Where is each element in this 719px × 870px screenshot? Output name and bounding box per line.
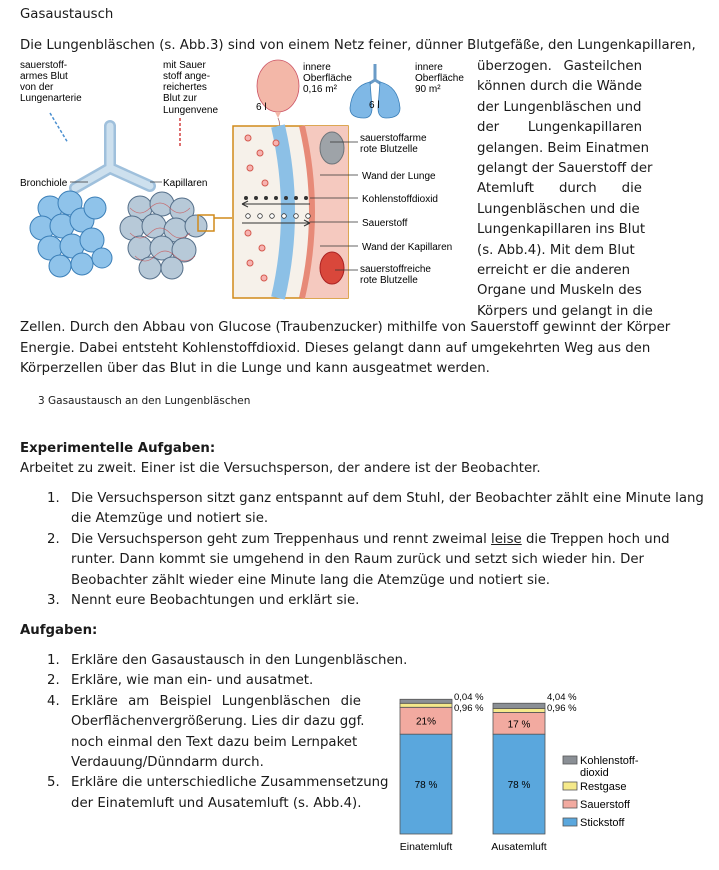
label-sauerstoffreiches-blut [163, 60, 218, 116]
svg-text:Wand der Lunge: Wand der Lunge [362, 171, 436, 182]
side-line: Organe und Muskeln des [477, 283, 642, 299]
category-label-1: Ausatemluft [491, 841, 547, 853]
bar-label-sauerstoff-1: 17 % [507, 719, 531, 731]
side-line: erreicht er die anderen [477, 263, 631, 279]
svg-text:Oberfläche: Oberfläche [303, 73, 352, 84]
side-line: gelangt der Sauerstoff der [477, 161, 653, 177]
experiment-item: 1. Die Versuchsperson sitzt ganz entspannt auf dem Stuhl, der Beobachter zählt eine Minute lang die Atemzüge und notiert sie. [47, 491, 704, 527]
tasks-heading: Aufgaben: [20, 623, 98, 638]
svg-text:Wand der Kapillaren: Wand der Kapillaren [362, 242, 453, 253]
task-item: 1. Erkläre den Gasaustausch in den Lungenbläschen. [47, 653, 408, 668]
gas-exchange-figure [20, 58, 475, 313]
svg-text:armes Blut: armes Blut [20, 71, 68, 82]
bar-restgase-1 [493, 708, 545, 712]
svg-text:Blut zur: Blut zur [163, 93, 197, 104]
bar-label-co2-0: 0,04 % [454, 692, 484, 703]
svg-text:Oberfläche: Oberfläche [415, 73, 464, 84]
svg-text:reichertes: reichertes [163, 82, 207, 93]
bar-co2-0 [400, 699, 452, 703]
legend-label-co2: Kohlenstoff- [580, 755, 639, 767]
svg-text:sauerstoff-: sauerstoff- [20, 60, 68, 71]
side-line: Atemluft durch die [477, 181, 642, 197]
side-line: überzogen. Gasteilchen [477, 59, 642, 74]
svg-text:6 l: 6 l [256, 102, 267, 113]
side-line: Körpers und gelangt in die [477, 303, 653, 319]
category-label-0: Einatemluft [399, 841, 453, 853]
bar-label-restgase-0: 0,96 % [454, 703, 484, 714]
side-line: der Lungenkapillaren [477, 120, 642, 136]
bar-label-sauerstoff-0: 21% [415, 716, 437, 728]
legend-label-co2-2: dioxid [580, 767, 609, 779]
svg-text:rote Blutzelle: rote Blutzelle [360, 275, 418, 286]
experiment-item: 3. Nennt eure Beobachtungen und erklärt sie. [47, 593, 360, 609]
legend-label-sauerstoff: Sauerstoff [580, 799, 630, 811]
experiment-item: 2. Die Versuchsperson geht zum Treppenhaus und rennt zweimal leise die Treppen hoch und runter. Dann kommt sie umgehend in den Raum zurück und setzt sich wieder hin. Der Beobachter zählt wieder eine Minute lang die Atemzüge und notiert sie. [47, 531, 670, 588]
bar-label-co2-1: 4,04 % [547, 692, 577, 703]
legend-swatch-co2 [563, 756, 577, 764]
svg-text:6 l: 6 l [369, 100, 380, 111]
svg-text:sauerstoffarme: sauerstoffarme [360, 133, 427, 144]
bar-co2-1 [493, 703, 545, 708]
label-bronchiole: Bronchiole [20, 178, 68, 189]
experiments-intro: Arbeitet zu zweit. Einer ist die Versuchsperson, der andere ist der Beobachter. [20, 461, 541, 476]
legend-swatch-restgase [563, 782, 577, 790]
svg-text:rote Blutzelle: rote Blutzelle [360, 144, 418, 155]
task-item: 5. Erkläre die unterschiedliche Zusammensetzung der Einatemluft und Ausatemluft (s. Abb.4). [47, 775, 389, 811]
legend-label-stickstoff: Stickstoff [580, 817, 625, 829]
svg-text:0,16 m²: 0,16 m² [303, 84, 337, 95]
svg-text:von der: von der [20, 82, 54, 93]
svg-text:Kohlenstoffdioxid: Kohlenstoffdioxid [362, 194, 438, 205]
side-line: Lungenbläschen und die [477, 201, 640, 217]
tasks-list [47, 651, 408, 814]
side-line: Lungenkapillaren ins Blut [477, 222, 646, 238]
figure-caption: 3 Gasaustausch an den Lungenbläschen [38, 395, 251, 407]
bar-restgase-0 [400, 703, 452, 707]
label-sauerstoffarmes-blut [20, 60, 82, 104]
svg-text:stoff ange-: stoff ange- [163, 71, 211, 82]
arrow-blue [50, 113, 68, 143]
side-line: der Lungenbläschen und [477, 99, 642, 115]
legend-swatch-sauerstoff [563, 800, 577, 808]
legend-label-restgase: Restgase [580, 781, 627, 793]
experiments-list [47, 489, 704, 611]
svg-text:sauerstoffreiche: sauerstoffreiche [360, 264, 431, 275]
intro-line-1: Die Lungenbläschen (s. Abb.3) sind von einem Netz feiner, dünner Blutgefäße, den Lungenkapillaren, [20, 38, 696, 53]
svg-text:Lungenvene: Lungenvene [163, 105, 219, 116]
svg-text:innere: innere [303, 62, 331, 73]
svg-text:innere: innere [415, 62, 443, 73]
svg-text:90 m²: 90 m² [415, 84, 441, 95]
air-composition-chart [380, 688, 680, 858]
lung-icon [350, 64, 400, 118]
intro-line-3: Energie. Dabei entsteht Kohlenstoffdioxid. Dieses gelangt dann auf umgekehrten Weg aus den [20, 341, 651, 356]
chart-legend [563, 755, 639, 829]
side-line: können durch die Wände [477, 79, 643, 95]
side-text [477, 57, 653, 322]
task-item: 4. Erkläre am Beispiel Lungenbläschen die Oberflächenvergrößerung. Lies dir dazu ggf. noch einmal den Text dazu beim Lernpaket Verdauung/Dünndarm durch. [47, 693, 365, 771]
bar-label-stickstoff-0: 78 % [414, 780, 438, 792]
bar-label-stickstoff-1: 78 % [507, 780, 531, 792]
page-title: Gasaustausch [20, 7, 114, 22]
legend-swatch-stickstoff [563, 818, 577, 826]
intro-line-2: Zellen. Durch den Abbau von Glucose (Traubenzucker) mithilfe von Sauerstoff gewinnt der Körper [20, 320, 671, 335]
side-line: gelangen. Beim Einatmen [477, 140, 650, 156]
alveoli-left-cluster [30, 191, 112, 277]
bar-label-restgase-1: 0,96 % [547, 703, 577, 714]
side-line: (s. Abb.4). Mit dem Blut [477, 242, 635, 258]
svg-text:Sauerstoff: Sauerstoff [362, 218, 408, 229]
intro-line-4: Körperzellen über das Blut in die Lunge und kann ausgeatmet werden. [20, 361, 490, 376]
task-item: 2. Erkläre, wie man ein- und ausatmet. [47, 673, 314, 689]
label-kapillaren: Kapillaren [163, 178, 208, 189]
zoom-detail [233, 126, 348, 298]
svg-text:Lungenarterie: Lungenarterie [20, 93, 82, 104]
svg-text:mit Sauer: mit Sauer [163, 60, 206, 71]
experiments-heading: Experimentelle Aufgaben: [20, 441, 216, 456]
